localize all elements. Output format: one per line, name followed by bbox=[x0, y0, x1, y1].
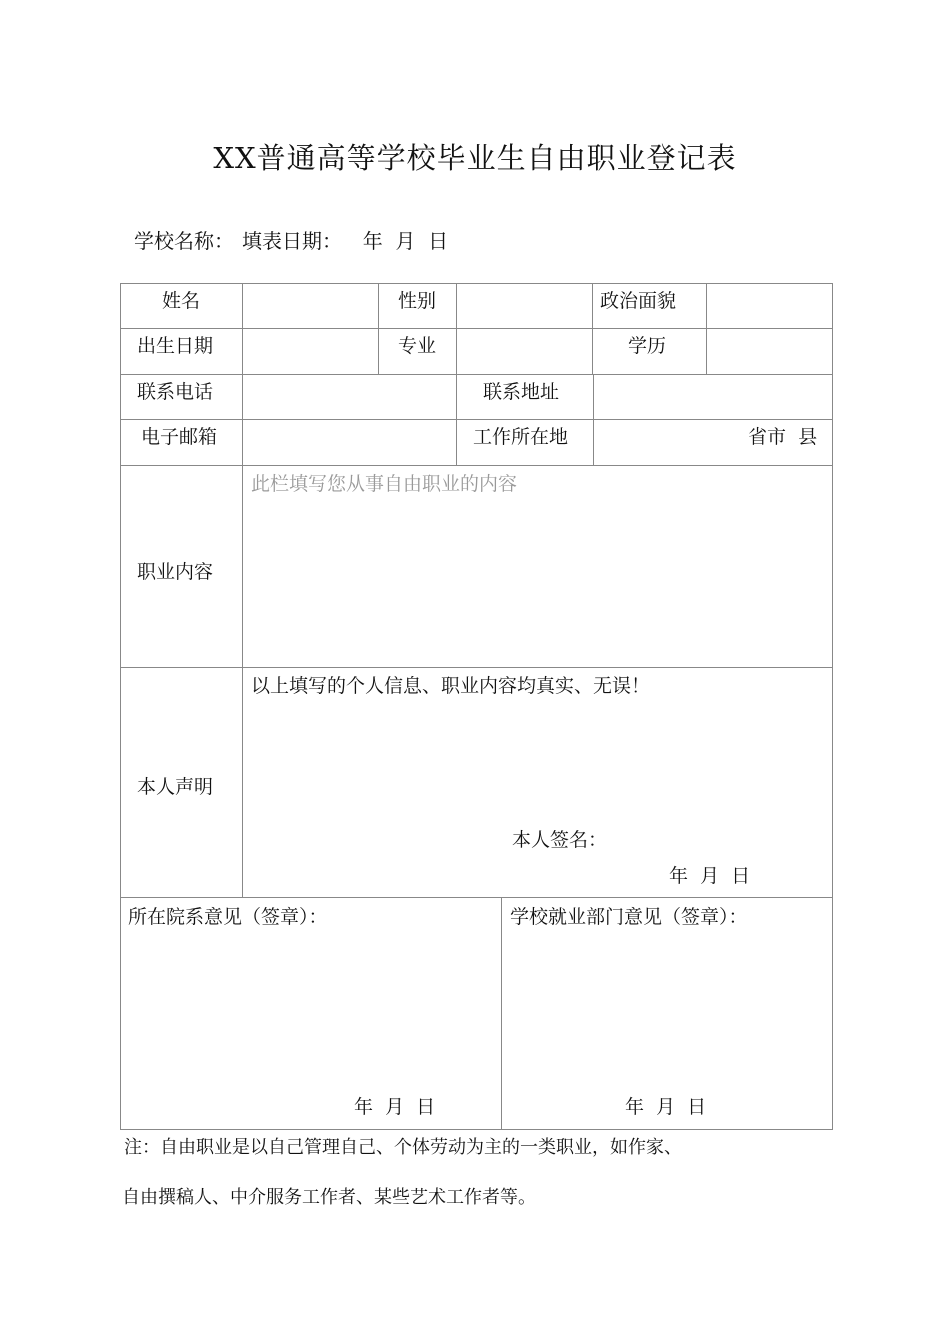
address-label: 联系地址 bbox=[483, 381, 560, 403]
political-status-label: 政治面貌 bbox=[600, 290, 677, 312]
education-field[interactable] bbox=[707, 329, 831, 373]
email-field[interactable] bbox=[243, 420, 455, 464]
address-field[interactable] bbox=[594, 375, 831, 418]
name-field[interactable] bbox=[243, 284, 377, 328]
department-opinion-label: 所在院系意见（签章）： bbox=[128, 906, 328, 928]
fill-date-value: 年 月 日 bbox=[362, 229, 449, 253]
note-line-2: 自由撰稿人、中介服务工作者、某些艺术工作者等。 bbox=[122, 1187, 536, 1208]
birth-date-label: 出生日期 bbox=[137, 335, 214, 357]
statement-label: 本人声明 bbox=[137, 776, 214, 798]
workplace-value[interactable]: 省市 县 bbox=[748, 426, 818, 448]
gender-field[interactable] bbox=[457, 284, 591, 328]
job-content-label: 职业内容 bbox=[137, 561, 214, 583]
signature-label: 本人签名： bbox=[512, 829, 608, 851]
major-field[interactable] bbox=[457, 329, 591, 373]
major-label: 专业 bbox=[398, 335, 437, 357]
job-content-placeholder[interactable]: 此栏填写您从事自由职业的内容 bbox=[251, 473, 518, 495]
fill-date-label: 填表日期： bbox=[242, 229, 342, 253]
workplace-label: 工作所在地 bbox=[473, 426, 569, 448]
phone-label: 联系电话 bbox=[137, 381, 214, 403]
birth-date-field[interactable] bbox=[243, 329, 377, 373]
education-label: 学历 bbox=[628, 335, 667, 357]
form-header bbox=[134, 225, 456, 254]
political-status-field[interactable] bbox=[707, 284, 831, 328]
statement-text: 以上填写的个人信息、职业内容均真实、无误！ bbox=[251, 675, 651, 697]
phone-field[interactable] bbox=[243, 375, 455, 418]
school-name-label: 学校名称： bbox=[134, 229, 234, 253]
gender-label: 性别 bbox=[398, 290, 437, 312]
note-line-1: 注：自由职业是以自己管理自己、个体劳动为主的一类职业，如作家、 bbox=[124, 1137, 682, 1158]
school-opinion-label: 学校就业部门意见（签章）： bbox=[510, 906, 748, 928]
school-opinion-date: 年 月 日 bbox=[625, 1096, 707, 1118]
page-title: XX普通高等学校毕业生自由职业登记表 bbox=[213, 141, 737, 175]
department-opinion-date: 年 月 日 bbox=[354, 1096, 436, 1118]
statement-date: 年 月 日 bbox=[669, 865, 751, 887]
name-label: 姓名 bbox=[162, 290, 201, 312]
email-label: 电子邮箱 bbox=[141, 426, 218, 448]
